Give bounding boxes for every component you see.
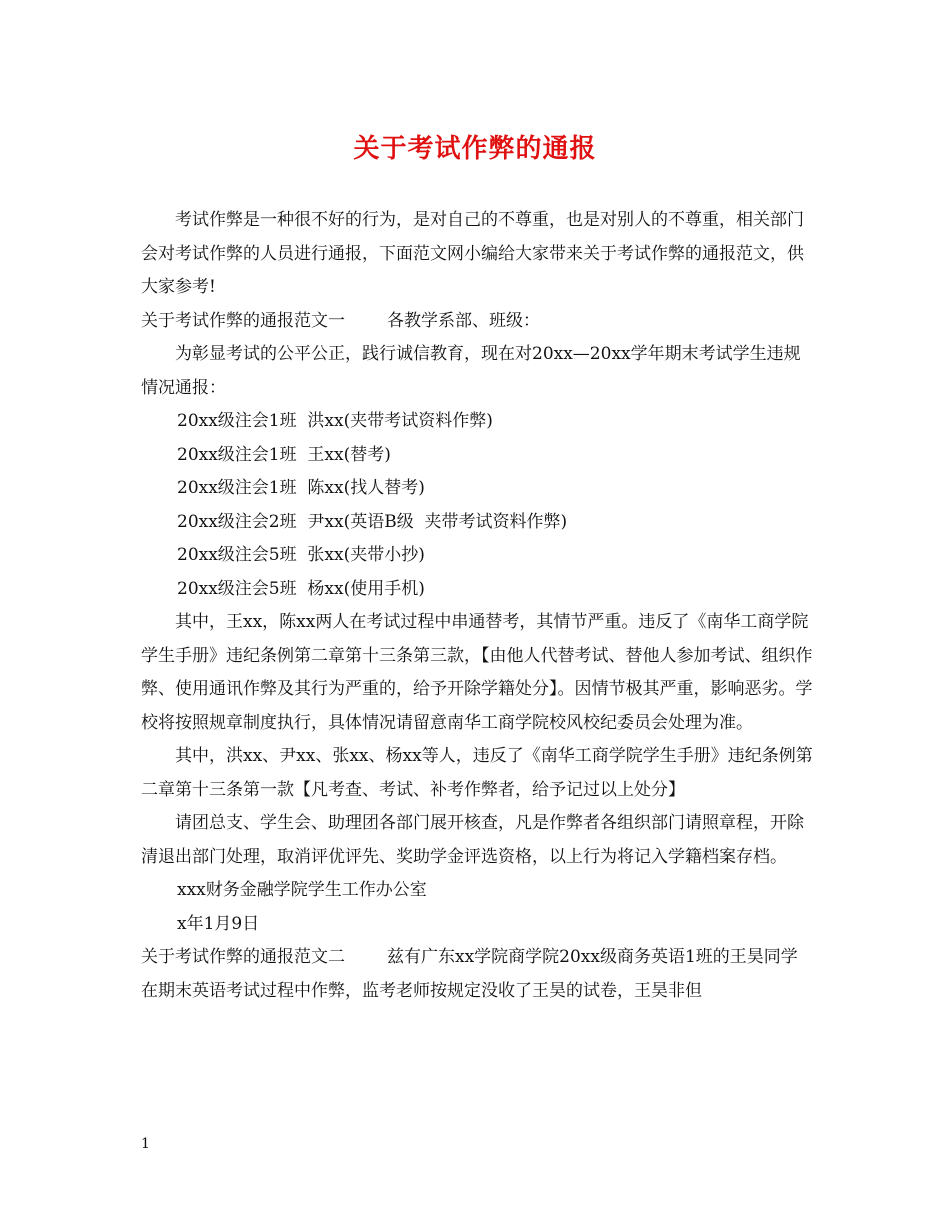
- section1-heading: 关于考试作弊的通报范文一: [141, 310, 345, 331]
- violation-item: 20xx级注会1班 洪xx(夹带考试资料作弊): [177, 411, 493, 431]
- section1-paragraph-3: 请团总支、学生会、助理团各部门展开核查，凡是作弊者各组织部门请照章程，开除清退出部门处理，取消评优评先、奖助学金评选资格，以上行为将记入学籍档案存档。: [141, 813, 804, 867]
- violation-item: 20xx级注会5班 杨xx(使用手机): [177, 578, 425, 599]
- intro-paragraph: 考试作弊是一种很不好的行为，是对自己的不尊重，也是对别人的不尊重，相关部门会对考试作弊的人员进行通报，下面范文网小编给大家带来关于考试作弊的通报范文，供大家参考!: [141, 210, 804, 297]
- page-number: 1: [141, 1136, 150, 1152]
- date-line: x年1月9日: [177, 913, 260, 934]
- signature-line: xxx财务金融学院学生工作办公室: [177, 880, 427, 900]
- document-title: 关于考试作弊的通报: [353, 134, 597, 164]
- document-body: [141, 204, 813, 1008]
- section1-paragraph-1: 其中，王xx，陈xx两人在考试过程中串通替考，其情节严重。违反了《南华工商学院学生手册》违纪条例第二章第十三条第三款，【由他人代替考试、替他人参加考试、组织作弊、使用通讯作弊及其行为严重的，给予开除学籍处分】。因情节极其严重，影响恶劣。学校将按照规章制度执行，具体情况请留意南华工商学院校风校纪委员会处理为准。: [141, 612, 813, 733]
- section2-heading: 关于考试作弊的通报范文二: [141, 947, 345, 967]
- violation-item: 20xx级注会2班 尹xx(英语B级 夹带考试资料作弊): [177, 511, 568, 532]
- violation-item: 20xx级注会1班 陈xx(找人替考): [177, 478, 425, 498]
- section1-paragraph-2: 其中，洪xx、尹xx、张xx、杨xx等人，违反了《南华工商学院学生手册》违纪条例第二章第十三条第一款【凡考查、考试、补考作弊者，给予记过以上处分】: [141, 746, 813, 800]
- section1-recipient: 各教学系部、班级：: [387, 310, 540, 331]
- section1-opening: 为彰显考试的公平公正，践行诚信教育，现在对20xx—20xx学年期末考试学生违规情况通报：: [141, 344, 801, 398]
- section2-paragraph: [141, 941, 813, 1008]
- violation-item: 20xx级注会1班 王xx(替考): [177, 444, 391, 465]
- violation-item: 20xx级注会5班 张xx(夹带小抄): [177, 545, 425, 565]
- section2-text: 兹有广东xx学院商学院20xx级商务英语1班的王昊同学在期末英语考试过程中作弊，监考老师按规定没收了王昊的试卷，王昊非但: [141, 947, 798, 1001]
- section1-heading-line: [141, 305, 813, 339]
